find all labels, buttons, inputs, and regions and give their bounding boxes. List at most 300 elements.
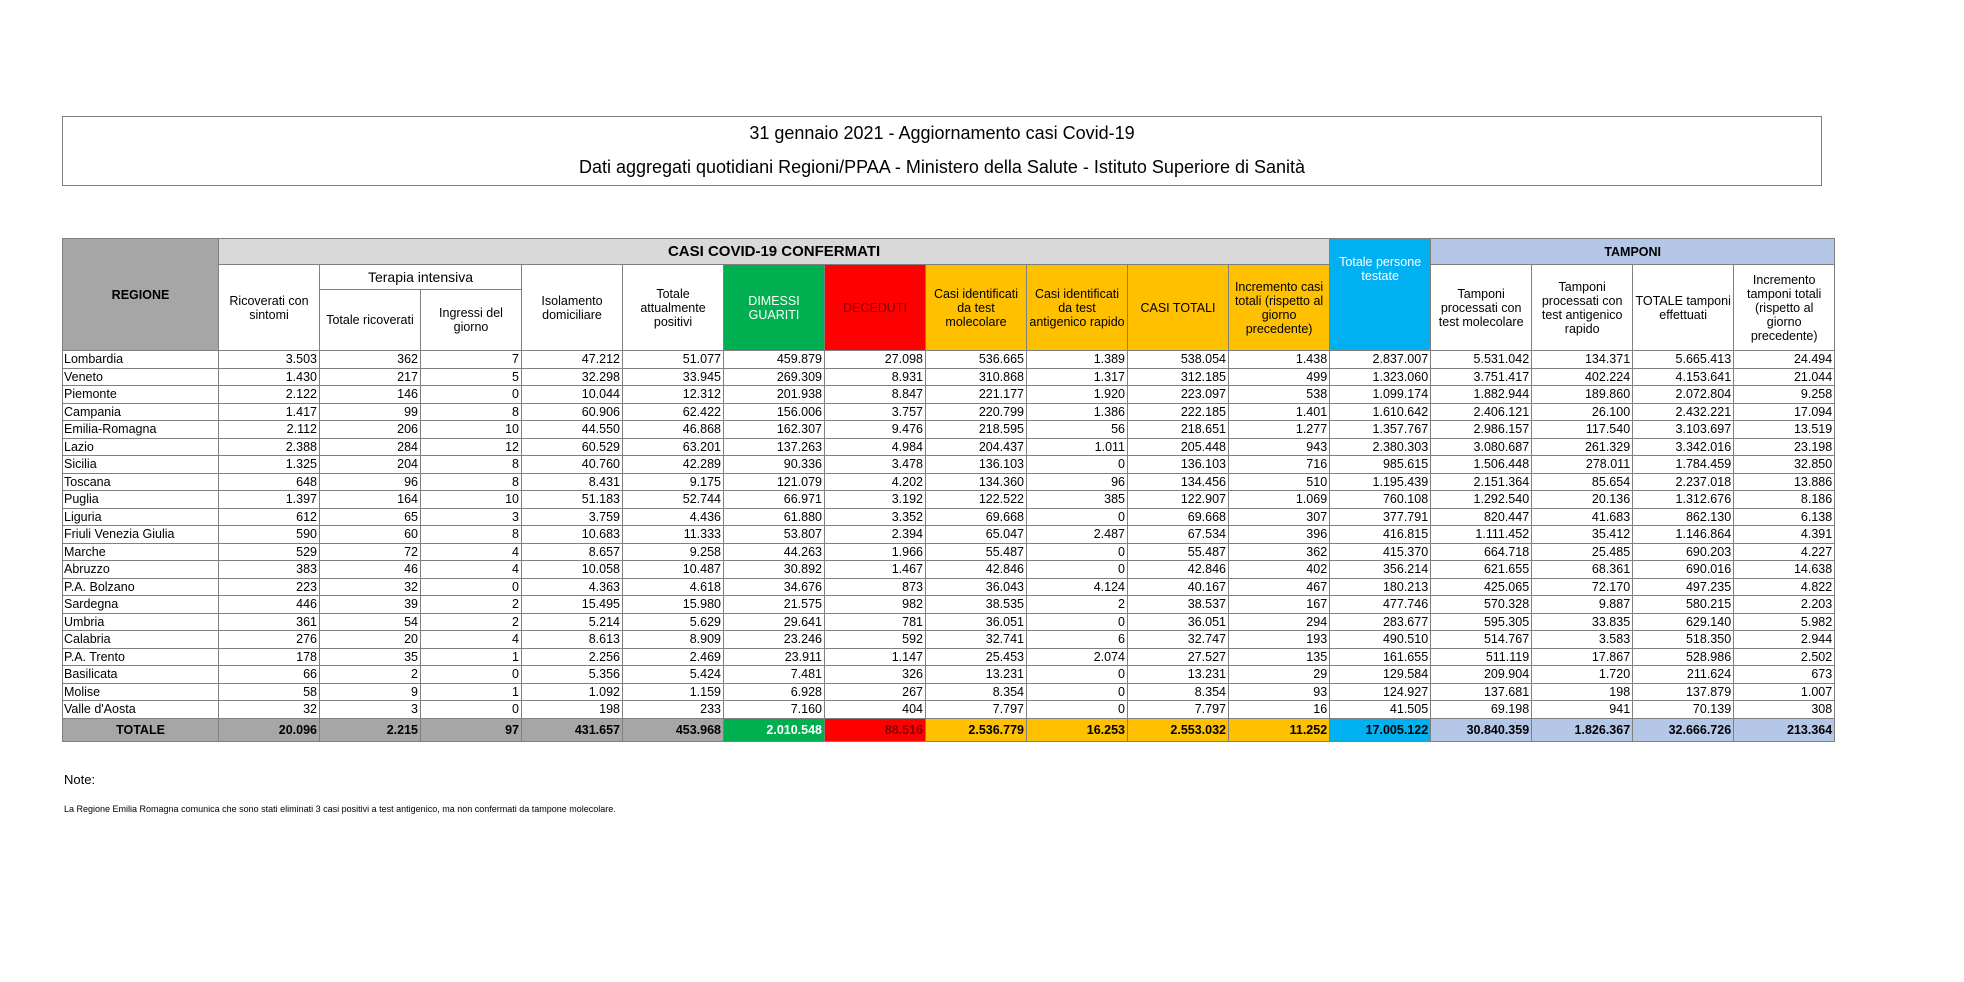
cell-dimessi-guariti: 29.641 (724, 613, 825, 631)
cell-dimessi-guariti: 7.481 (724, 666, 825, 684)
cell-totale-positivi: 9.175 (623, 473, 724, 491)
table-row (63, 456, 1835, 474)
cell-tamponi-molecolare: 137.681 (1431, 683, 1532, 701)
cell-persone-testate: 2.380.303 (1330, 438, 1431, 456)
cell-deceduti: 1.147 (825, 648, 926, 666)
header-casi-molecolare: Casi identificati da test molecolare (926, 265, 1027, 351)
cell-incremento-casi: 16 (1229, 701, 1330, 719)
cell-regione: Liguria (63, 508, 219, 526)
cell-ricoverati-sintomi: 446 (219, 596, 320, 614)
cell-ingressi-giorno: 1 (421, 683, 522, 701)
cell-casi-totali: 223.097 (1128, 386, 1229, 404)
cell-deceduti: 404 (825, 701, 926, 719)
cell-ricoverati-sintomi: 612 (219, 508, 320, 526)
cell-isolamento: 44.550 (522, 421, 623, 439)
cell-casi-molecolare: 69.668 (926, 508, 1027, 526)
cell-ingressi-giorno: 2 (421, 596, 522, 614)
cell-casi-antigenico: 1.389 (1027, 351, 1128, 369)
cell-casi-molecolare: 55.487 (926, 543, 1027, 561)
cell-persone-testate: 1.195.439 (1330, 473, 1431, 491)
header-isolamento: Isolamento domiciliare (522, 265, 623, 351)
cell-dimessi-guariti: 44.263 (724, 543, 825, 561)
cell-tamponi-molecolare: 595.305 (1431, 613, 1532, 631)
cell-ricoverati-sintomi: 1.325 (219, 456, 320, 474)
cell-ingressi-giorno: 8 (421, 473, 522, 491)
total-ingressi-giorno: 97 (421, 718, 522, 741)
cell-totale-ricoverati: 60 (320, 526, 421, 544)
cell-totale-positivi: 4.618 (623, 578, 724, 596)
cell-casi-antigenico: 0 (1027, 561, 1128, 579)
cell-isolamento: 5.356 (522, 666, 623, 684)
cell-casi-totali: 40.167 (1128, 578, 1229, 596)
header-regione: REGIONE (63, 239, 219, 351)
cell-totale-ricoverati: 35 (320, 648, 421, 666)
cell-incremento-tamponi: 1.007 (1734, 683, 1835, 701)
cell-regione: Umbria (63, 613, 219, 631)
cell-incremento-casi: 510 (1229, 473, 1330, 491)
cell-dimessi-guariti: 269.309 (724, 368, 825, 386)
cell-casi-molecolare: 134.360 (926, 473, 1027, 491)
cell-incremento-tamponi: 308 (1734, 701, 1835, 719)
cell-casi-antigenico: 0 (1027, 508, 1128, 526)
cell-isolamento: 32.298 (522, 368, 623, 386)
cell-isolamento: 40.760 (522, 456, 623, 474)
table-row (63, 683, 1835, 701)
cell-incremento-tamponi: 17.094 (1734, 403, 1835, 421)
total-regione: TOTALE (63, 718, 219, 741)
cell-incremento-tamponi: 23.198 (1734, 438, 1835, 456)
cell-tamponi-totale: 690.203 (1633, 543, 1734, 561)
total-casi-totali: 2.553.032 (1128, 718, 1229, 741)
cell-totale-positivi: 15.980 (623, 596, 724, 614)
cell-incremento-tamponi: 13.886 (1734, 473, 1835, 491)
report-title: 31 gennaio 2021 - Aggiornamento casi Covid-19 (749, 123, 1135, 143)
cell-incremento-casi: 307 (1229, 508, 1330, 526)
cell-deceduti: 781 (825, 613, 926, 631)
cell-tamponi-totale: 1.784.459 (1633, 456, 1734, 474)
cell-totale-ricoverati: 39 (320, 596, 421, 614)
cell-tamponi-antigenico: 941 (1532, 701, 1633, 719)
cell-regione: Marche (63, 543, 219, 561)
cell-tamponi-antigenico: 402.224 (1532, 368, 1633, 386)
cell-regione: Toscana (63, 473, 219, 491)
cell-isolamento: 3.759 (522, 508, 623, 526)
cell-regione: Piemonte (63, 386, 219, 404)
cell-casi-antigenico: 2.074 (1027, 648, 1128, 666)
table-row (63, 508, 1835, 526)
table-row (63, 648, 1835, 666)
cell-totale-ricoverati: 54 (320, 613, 421, 631)
cell-tamponi-antigenico: 9.887 (1532, 596, 1633, 614)
table-row (63, 438, 1835, 456)
cell-dimessi-guariti: 201.938 (724, 386, 825, 404)
cell-totale-positivi: 42.289 (623, 456, 724, 474)
cell-dimessi-guariti: 7.160 (724, 701, 825, 719)
cell-ricoverati-sintomi: 529 (219, 543, 320, 561)
table-row (63, 578, 1835, 596)
cell-regione: Calabria (63, 631, 219, 649)
header-totale-positivi: Totale attualmente positivi (623, 265, 724, 351)
cell-tamponi-molecolare: 3.080.687 (1431, 438, 1532, 456)
cell-casi-antigenico: 1.011 (1027, 438, 1128, 456)
cell-casi-totali: 69.668 (1128, 508, 1229, 526)
cell-persone-testate: 1.323.060 (1330, 368, 1431, 386)
cell-persone-testate: 283.677 (1330, 613, 1431, 631)
cell-incremento-tamponi: 24.494 (1734, 351, 1835, 369)
cell-totale-positivi: 9.258 (623, 543, 724, 561)
cell-persone-testate: 180.213 (1330, 578, 1431, 596)
cell-casi-totali: 38.537 (1128, 596, 1229, 614)
cell-persone-testate: 985.615 (1330, 456, 1431, 474)
cell-deceduti: 8.931 (825, 368, 926, 386)
cell-tamponi-totale: 518.350 (1633, 631, 1734, 649)
cell-incremento-casi: 29 (1229, 666, 1330, 684)
cell-incremento-tamponi: 673 (1734, 666, 1835, 684)
cell-dimessi-guariti: 23.246 (724, 631, 825, 649)
table-row (63, 351, 1835, 369)
cell-regione: Friuli Venezia Giulia (63, 526, 219, 544)
cell-dimessi-guariti: 90.336 (724, 456, 825, 474)
cell-deceduti: 3.757 (825, 403, 926, 421)
cell-persone-testate: 129.584 (1330, 666, 1431, 684)
total-isolamento: 431.657 (522, 718, 623, 741)
cell-ricoverati-sintomi: 1.417 (219, 403, 320, 421)
cell-casi-totali: 222.185 (1128, 403, 1229, 421)
total-casi-molecolare: 2.536.779 (926, 718, 1027, 741)
cell-tamponi-totale: 497.235 (1633, 578, 1734, 596)
cell-tamponi-molecolare: 2.986.157 (1431, 421, 1532, 439)
cell-tamponi-antigenico: 26.100 (1532, 403, 1633, 421)
cell-casi-totali: 36.051 (1128, 613, 1229, 631)
cell-casi-molecolare: 13.231 (926, 666, 1027, 684)
note-label: Note: (64, 772, 96, 787)
cell-tamponi-antigenico: 20.136 (1532, 491, 1633, 509)
cell-casi-antigenico: 4.124 (1027, 578, 1128, 596)
cell-ricoverati-sintomi: 276 (219, 631, 320, 649)
cell-casi-molecolare: 204.437 (926, 438, 1027, 456)
cell-casi-molecolare: 36.043 (926, 578, 1027, 596)
table-row (63, 368, 1835, 386)
cell-ricoverati-sintomi: 2.122 (219, 386, 320, 404)
cell-incremento-casi: 396 (1229, 526, 1330, 544)
cell-tamponi-molecolare: 1.111.452 (1431, 526, 1532, 544)
table-row (63, 421, 1835, 439)
cell-casi-antigenico: 385 (1027, 491, 1128, 509)
cell-ingressi-giorno: 5 (421, 368, 522, 386)
cell-totale-positivi: 1.159 (623, 683, 724, 701)
cell-regione: P.A. Trento (63, 648, 219, 666)
cell-tamponi-totale: 2.072.804 (1633, 386, 1734, 404)
cell-dimessi-guariti: 156.006 (724, 403, 825, 421)
cell-incremento-casi: 135 (1229, 648, 1330, 666)
cell-incremento-tamponi: 4.227 (1734, 543, 1835, 561)
cell-incremento-casi: 943 (1229, 438, 1330, 456)
cell-casi-totali: 136.103 (1128, 456, 1229, 474)
cell-casi-antigenico: 0 (1027, 543, 1128, 561)
cell-casi-molecolare: 8.354 (926, 683, 1027, 701)
cell-incremento-casi: 362 (1229, 543, 1330, 561)
table-row (63, 386, 1835, 404)
cell-casi-molecolare: 36.051 (926, 613, 1027, 631)
cell-dimessi-guariti: 53.807 (724, 526, 825, 544)
cell-persone-testate: 477.746 (1330, 596, 1431, 614)
cell-tamponi-antigenico: 134.371 (1532, 351, 1633, 369)
cell-incremento-casi: 467 (1229, 578, 1330, 596)
cell-totale-ricoverati: 362 (320, 351, 421, 369)
total-ricoverati-sintomi: 20.096 (219, 718, 320, 741)
cell-totale-positivi: 46.868 (623, 421, 724, 439)
cell-incremento-casi: 167 (1229, 596, 1330, 614)
cell-casi-antigenico: 0 (1027, 666, 1128, 684)
cell-deceduti: 8.847 (825, 386, 926, 404)
cell-isolamento: 2.256 (522, 648, 623, 666)
cell-casi-totali: 312.185 (1128, 368, 1229, 386)
cell-totale-ricoverati: 3 (320, 701, 421, 719)
cell-persone-testate: 41.505 (1330, 701, 1431, 719)
cell-tamponi-molecolare: 820.447 (1431, 508, 1532, 526)
cell-tamponi-molecolare: 69.198 (1431, 701, 1532, 719)
cell-dimessi-guariti: 121.079 (724, 473, 825, 491)
table-body (63, 351, 1835, 719)
cell-totale-ricoverati: 46 (320, 561, 421, 579)
cell-deceduti: 9.476 (825, 421, 926, 439)
cell-casi-molecolare: 218.595 (926, 421, 1027, 439)
cell-totale-ricoverati: 9 (320, 683, 421, 701)
cell-tamponi-totale: 528.986 (1633, 648, 1734, 666)
cell-tamponi-totale: 2.432.221 (1633, 403, 1734, 421)
cell-casi-antigenico: 2 (1027, 596, 1128, 614)
cell-dimessi-guariti: 162.307 (724, 421, 825, 439)
cell-ingressi-giorno: 3 (421, 508, 522, 526)
cell-casi-totali: 122.907 (1128, 491, 1229, 509)
table-row (63, 526, 1835, 544)
cell-totale-positivi: 5.424 (623, 666, 724, 684)
table-row (63, 491, 1835, 509)
total-tamponi-totale: 32.666.726 (1633, 718, 1734, 741)
cell-tamponi-totale: 5.665.413 (1633, 351, 1734, 369)
cell-dimessi-guariti: 61.880 (724, 508, 825, 526)
cell-incremento-tamponi: 4.822 (1734, 578, 1835, 596)
cell-incremento-tamponi: 2.944 (1734, 631, 1835, 649)
cell-ricoverati-sintomi: 383 (219, 561, 320, 579)
cell-incremento-casi: 1.277 (1229, 421, 1330, 439)
cell-persone-testate: 124.927 (1330, 683, 1431, 701)
cell-regione: Valle d'Aosta (63, 701, 219, 719)
cell-casi-molecolare: 136.103 (926, 456, 1027, 474)
cell-deceduti: 1.467 (825, 561, 926, 579)
cell-tamponi-antigenico: 189.860 (1532, 386, 1633, 404)
cell-casi-molecolare: 7.797 (926, 701, 1027, 719)
cell-incremento-tamponi: 14.638 (1734, 561, 1835, 579)
cell-casi-antigenico: 0 (1027, 683, 1128, 701)
cell-casi-antigenico: 1.386 (1027, 403, 1128, 421)
cell-ingressi-giorno: 4 (421, 561, 522, 579)
cell-tamponi-molecolare: 621.655 (1431, 561, 1532, 579)
cell-regione: Lombardia (63, 351, 219, 369)
cell-deceduti: 4.202 (825, 473, 926, 491)
cell-ingressi-giorno: 4 (421, 631, 522, 649)
cell-deceduti: 3.478 (825, 456, 926, 474)
cell-incremento-casi: 1.069 (1229, 491, 1330, 509)
cell-isolamento: 10.044 (522, 386, 623, 404)
cell-ingressi-giorno: 0 (421, 666, 522, 684)
cell-isolamento: 60.529 (522, 438, 623, 456)
cell-isolamento: 8.431 (522, 473, 623, 491)
table-row (63, 701, 1835, 719)
header-casi-confermati: CASI COVID-19 CONFERMATI (219, 239, 1330, 265)
cell-casi-molecolare: 38.535 (926, 596, 1027, 614)
header-tamponi-molecolare: Tamponi processati con test molecolare (1431, 265, 1532, 351)
cell-tamponi-molecolare: 209.904 (1431, 666, 1532, 684)
cell-tamponi-antigenico: 198 (1532, 683, 1633, 701)
table-row (63, 596, 1835, 614)
cell-regione: Puglia (63, 491, 219, 509)
cell-regione: Molise (63, 683, 219, 701)
report-subtitle: Dati aggregati quotidiani Regioni/PPAA - Ministero della Salute - Istituto Superiore di Sanità (578, 157, 1306, 177)
total-casi-antigenico: 16.253 (1027, 718, 1128, 741)
cell-ingressi-giorno: 10 (421, 421, 522, 439)
cell-totale-positivi: 10.487 (623, 561, 724, 579)
table-row (63, 543, 1835, 561)
header-incremento-tamponi: Incremento tamponi totali (rispetto al giorno precedente) (1734, 265, 1835, 351)
cell-isolamento: 8.657 (522, 543, 623, 561)
cell-dimessi-guariti: 6.928 (724, 683, 825, 701)
cell-totale-ricoverati: 2 (320, 666, 421, 684)
cell-ricoverati-sintomi: 32 (219, 701, 320, 719)
cell-casi-antigenico: 1.317 (1027, 368, 1128, 386)
cell-isolamento: 60.906 (522, 403, 623, 421)
cell-tamponi-molecolare: 1.506.448 (1431, 456, 1532, 474)
cell-deceduti: 873 (825, 578, 926, 596)
cell-ingressi-giorno: 0 (421, 578, 522, 596)
cell-totale-ricoverati: 284 (320, 438, 421, 456)
cell-totale-positivi: 62.422 (623, 403, 724, 421)
cell-casi-totali: 32.747 (1128, 631, 1229, 649)
cell-tamponi-antigenico: 17.867 (1532, 648, 1633, 666)
cell-isolamento: 47.212 (522, 351, 623, 369)
header-casi-totali: CASI TOTALI (1128, 265, 1229, 351)
cell-totale-ricoverati: 146 (320, 386, 421, 404)
cell-totale-ricoverati: 217 (320, 368, 421, 386)
total-dimessi-guariti: 2.010.548 (724, 718, 825, 741)
cell-tamponi-totale: 1.312.676 (1633, 491, 1734, 509)
cell-casi-totali: 205.448 (1128, 438, 1229, 456)
cell-totale-positivi: 233 (623, 701, 724, 719)
total-tamponi-molecolare: 30.840.359 (1431, 718, 1532, 741)
cell-totale-positivi: 5.629 (623, 613, 724, 631)
cell-totale-ricoverati: 206 (320, 421, 421, 439)
cell-tamponi-totale: 1.146.864 (1633, 526, 1734, 544)
cell-incremento-casi: 1.401 (1229, 403, 1330, 421)
cell-tamponi-molecolare: 3.751.417 (1431, 368, 1532, 386)
cell-persone-testate: 2.837.007 (1330, 351, 1431, 369)
cell-persone-testate: 161.655 (1330, 648, 1431, 666)
cell-tamponi-totale: 690.016 (1633, 561, 1734, 579)
cell-casi-totali: 538.054 (1128, 351, 1229, 369)
cell-casi-antigenico: 1.920 (1027, 386, 1128, 404)
cell-ingressi-giorno: 8 (421, 456, 522, 474)
cell-isolamento: 4.363 (522, 578, 623, 596)
cell-tamponi-molecolare: 425.065 (1431, 578, 1532, 596)
cell-dimessi-guariti: 30.892 (724, 561, 825, 579)
cell-persone-testate: 760.108 (1330, 491, 1431, 509)
header-dimessi-guariti: DIMESSI GUARITI (724, 265, 825, 351)
cell-isolamento: 15.495 (522, 596, 623, 614)
cell-ricoverati-sintomi: 2.112 (219, 421, 320, 439)
cell-casi-antigenico: 0 (1027, 701, 1128, 719)
cell-tamponi-molecolare: 1.292.540 (1431, 491, 1532, 509)
cell-ingressi-giorno: 10 (421, 491, 522, 509)
cell-ricoverati-sintomi: 2.388 (219, 438, 320, 456)
cell-casi-totali: 67.534 (1128, 526, 1229, 544)
cell-totale-positivi: 51.077 (623, 351, 724, 369)
header-tamponi-antigenico: Tamponi processati con test antigenico rapido (1532, 265, 1633, 351)
cell-tamponi-antigenico: 72.170 (1532, 578, 1633, 596)
cell-ingressi-giorno: 2 (421, 613, 522, 631)
cell-ingressi-giorno: 0 (421, 386, 522, 404)
cell-tamponi-totale: 211.624 (1633, 666, 1734, 684)
cell-totale-positivi: 2.469 (623, 648, 724, 666)
cell-casi-molecolare: 221.177 (926, 386, 1027, 404)
report-title-box (62, 116, 1822, 186)
cell-tamponi-antigenico: 33.835 (1532, 613, 1633, 631)
total-tamponi-antigenico: 1.826.367 (1532, 718, 1633, 741)
cell-dimessi-guariti: 21.575 (724, 596, 825, 614)
total-totale-ricoverati: 2.215 (320, 718, 421, 741)
note-text: La Regione Emilia Romagna comunica che sono stati eliminati 3 casi positivi a test antigenico, ma non confermati da tampone molecolare. (64, 804, 616, 814)
cell-casi-totali: 8.354 (1128, 683, 1229, 701)
table-row (63, 473, 1835, 491)
cell-ingressi-giorno: 8 (421, 526, 522, 544)
cell-tamponi-antigenico: 3.583 (1532, 631, 1633, 649)
cell-isolamento: 8.613 (522, 631, 623, 649)
cell-deceduti: 267 (825, 683, 926, 701)
cell-tamponi-molecolare: 570.328 (1431, 596, 1532, 614)
cell-casi-molecolare: 310.868 (926, 368, 1027, 386)
cell-incremento-casi: 402 (1229, 561, 1330, 579)
cell-ricoverati-sintomi: 66 (219, 666, 320, 684)
cell-casi-antigenico: 0 (1027, 613, 1128, 631)
cell-tamponi-antigenico: 68.361 (1532, 561, 1633, 579)
header-persone-testate: Totale persone testate (1330, 239, 1431, 351)
cell-ingressi-giorno: 7 (421, 351, 522, 369)
cell-tamponi-antigenico: 261.329 (1532, 438, 1633, 456)
cell-persone-testate: 1.610.642 (1330, 403, 1431, 421)
cell-casi-antigenico: 56 (1027, 421, 1128, 439)
cell-regione: Basilicata (63, 666, 219, 684)
header-casi-antigenico: Casi identificati da test antigenico rapido (1027, 265, 1128, 351)
header-totale-ricoverati: Totale ricoverati (320, 290, 421, 351)
cell-tamponi-molecolare: 1.882.944 (1431, 386, 1532, 404)
cell-totale-positivi: 11.333 (623, 526, 724, 544)
cell-casi-totali: 218.651 (1128, 421, 1229, 439)
cell-ricoverati-sintomi: 1.397 (219, 491, 320, 509)
table-row (63, 561, 1835, 579)
cell-dimessi-guariti: 137.263 (724, 438, 825, 456)
cell-tamponi-molecolare: 2.406.121 (1431, 403, 1532, 421)
cell-deceduti: 3.192 (825, 491, 926, 509)
cell-incremento-tamponi: 6.138 (1734, 508, 1835, 526)
cell-incremento-casi: 499 (1229, 368, 1330, 386)
cell-incremento-tamponi: 9.258 (1734, 386, 1835, 404)
table-row (63, 666, 1835, 684)
cell-tamponi-totale: 3.103.697 (1633, 421, 1734, 439)
cell-persone-testate: 415.370 (1330, 543, 1431, 561)
cell-tamponi-totale: 4.153.641 (1633, 368, 1734, 386)
cell-regione: Veneto (63, 368, 219, 386)
cell-incremento-casi: 716 (1229, 456, 1330, 474)
cell-casi-molecolare: 122.522 (926, 491, 1027, 509)
